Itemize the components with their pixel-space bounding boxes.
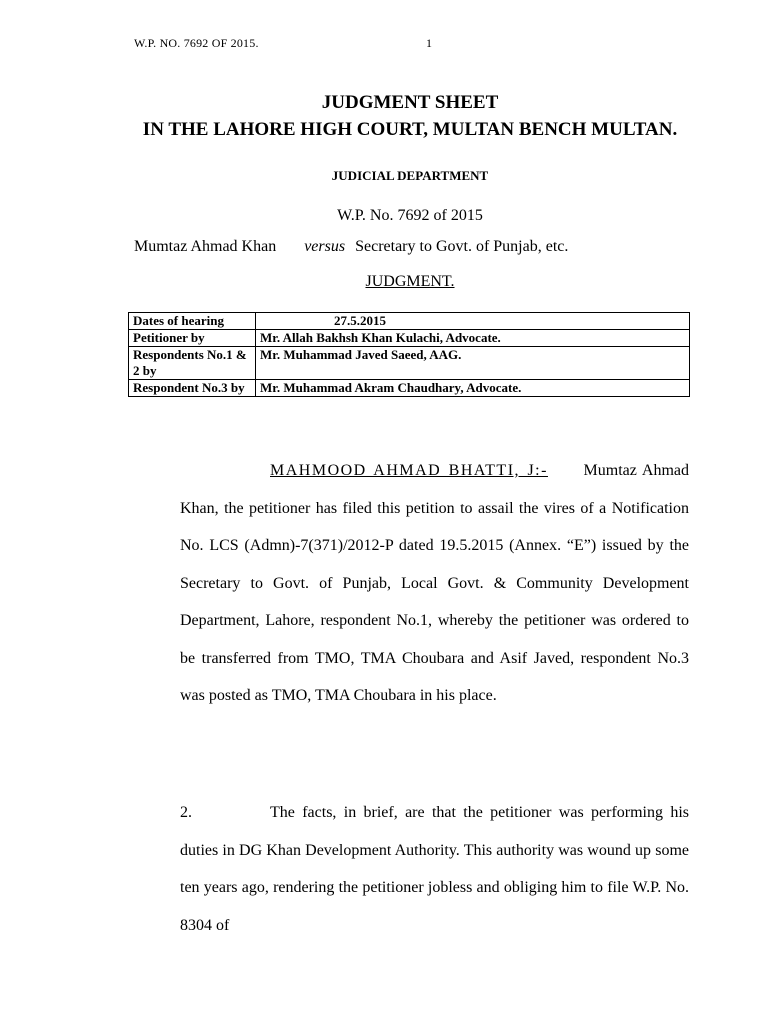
hearing-details-table [128,312,690,397]
department-heading: JUDICIAL DEPARTMENT [331,168,489,183]
judge-name-wrap [180,462,548,479]
table-cell-label: Respondents No.1 & 2 by [129,347,256,380]
table-cell-value: 27.5.2015 [256,313,690,330]
table-cell-label: Respondent No.3 by [129,380,256,397]
judgment-paragraph-2 [180,794,689,944]
table-cell-value: Mr. Muhammad Javed Saeed, AAG. [256,347,690,380]
paragraph-1-text: Mumtaz Ahmad Khan, the petitioner has filed this petition to assail the vires of a Notification No. LCS (Admn)-7(371)/2012-P dated 19.5.2015 (Annex. “E”) issued by the Secretary to Govt. of Punjab, Local Govt. & Community Development Department, Lahore, respondent No.1, whereby the petitioner was ordered to be transferred from TMO, TMA Choubara and Asif Javed, respondent No.3 was posted as TMO, TMA Choubara in his place. [180,462,690,704]
table-row [129,380,690,397]
case-parties [134,238,568,256]
header-case-reference: W.P. NO. 7692 OF 2015. [134,36,259,50]
table-cell-value: Mr. Muhammad Akram Chaudhary, Advocate. [256,380,690,397]
judgment-sheet-title: JUDGMENT SHEET [321,92,499,113]
versus-label: versus [304,238,346,255]
table-row [129,330,690,347]
judgment-paragraph-1 [180,452,689,715]
table-cell-label: Petitioner by [129,330,256,347]
judgment-heading: JUDGMENT. [365,273,455,290]
table-row [129,313,690,330]
page-number: 1 [426,36,432,50]
judge-name: MAHMOOD AHMAD BHATTI, J:- [270,462,548,479]
petitioner-name: Mumtaz Ahmad Khan [134,238,277,255]
paragraph-2-text: The facts, in brief, are that the petitioner was performing his duties in DG Khan Development Authority. This authority was wound up some ten years ago, rendering the petitioner jobless and obliging him to file W.P. No. 8304 of [180,804,689,934]
table-row [129,347,690,380]
case-number: W.P. No. 7692 of 2015 [337,207,483,224]
table-cell-value: Mr. Allah Bakhsh Khan Kulachi, Advocate. [256,330,690,347]
court-name-heading: IN THE LAHORE HIGH COURT, MULTAN BENCH MULTAN. [142,119,678,140]
respondent-name: Secretary to Govt. of Punjab, etc. [355,238,569,255]
paragraph-number: 2. [180,804,192,821]
table-cell-label: Dates of hearing [129,313,256,330]
